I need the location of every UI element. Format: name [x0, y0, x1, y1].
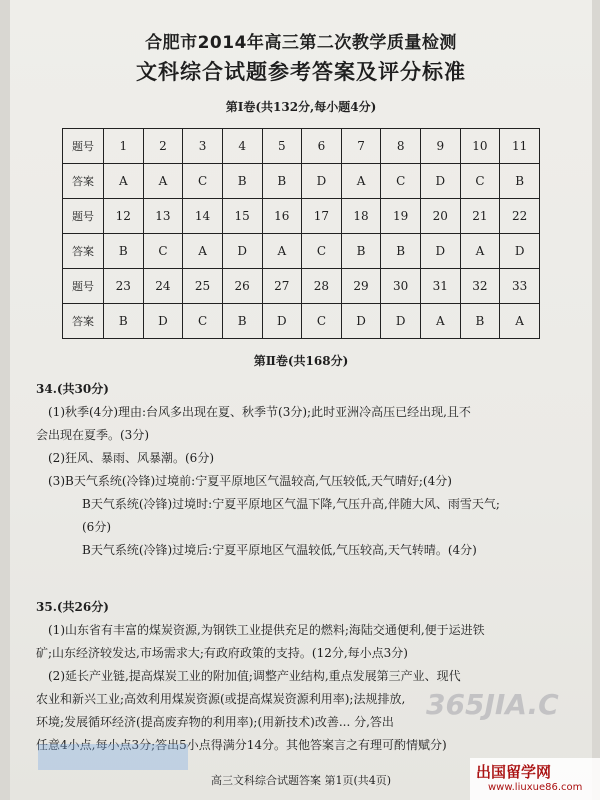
q34-line: 会出现在夏季。(3分) — [36, 428, 149, 442]
row-label: 答案 — [63, 234, 104, 269]
table-cell: 9 — [421, 129, 461, 164]
table-cell: C — [183, 164, 223, 199]
q35-line: (2)延长产业链,提高煤炭工业的附加值;调整产业结构,重点发展第三产业、现代 — [48, 669, 461, 683]
table-cell: A — [262, 234, 302, 269]
table-cell: D — [421, 234, 461, 269]
table-cell: 13 — [143, 199, 183, 234]
table-cell: 10 — [460, 129, 500, 164]
row-label: 题号 — [63, 129, 104, 164]
question-35 — [36, 596, 576, 757]
table-cell: 27 — [262, 269, 302, 304]
q35-line: 矿;山东经济较发达,市场需求大;有政府政策的支持。(12分,每小点3分) — [36, 646, 408, 660]
table-row — [63, 269, 540, 304]
table-cell: D — [143, 304, 183, 339]
q34-line: B天气系统(冷锋)过境后:宁夏平原地区气温较低,气压较高,天气转晴。(4分) — [82, 543, 477, 557]
table-cell: 16 — [262, 199, 302, 234]
table-cell: 19 — [381, 199, 421, 234]
table-row — [63, 199, 540, 234]
q35-line: (1)山东省有丰富的煤炭资源,为钢铁工业提供充足的燃料;海陆交通便利,便于运进铁 — [48, 623, 485, 637]
table-cell: C — [143, 234, 183, 269]
table-cell: 22 — [500, 199, 540, 234]
table-cell: 23 — [104, 269, 144, 304]
table-cell: D — [421, 164, 461, 199]
table-cell: 11 — [500, 129, 540, 164]
table-cell: D — [262, 304, 302, 339]
exam-subtitle: 文科综合试题参考答案及评分标准 — [136, 60, 466, 84]
q35-line: 任意4小点,每小点3分;答出5小点得满分14分。其他答案言之有理可酌情赋分) — [36, 738, 447, 752]
table-cell: 14 — [183, 199, 223, 234]
table-row — [63, 129, 540, 164]
table-cell: 6 — [302, 129, 342, 164]
table-cell: B — [500, 164, 540, 199]
table-cell: 33 — [500, 269, 540, 304]
table-cell: D — [381, 304, 421, 339]
answer-table — [62, 128, 540, 339]
table-cell: 29 — [341, 269, 381, 304]
table-cell: D — [302, 164, 342, 199]
table-cell: B — [222, 164, 262, 199]
table-cell: A — [143, 164, 183, 199]
table-cell: 7 — [341, 129, 381, 164]
table-cell: 15 — [222, 199, 262, 234]
row-label: 答案 — [63, 304, 104, 339]
q34-line: (1)秋季(4分)理由:台风多出现在夏、秋季节(3分);此时亚洲冷高压已经出现,且不 — [48, 405, 471, 419]
table-cell: 32 — [460, 269, 500, 304]
q34-line: B天气系统(冷锋)过境时:宁夏平原地区气温下降,气压升高,伴随大风、雨雪天气; — [82, 497, 500, 511]
q35-heading: 35.(共26分) — [36, 600, 109, 614]
question-34 — [36, 378, 576, 562]
table-cell: A — [460, 234, 500, 269]
table-cell: 21 — [460, 199, 500, 234]
table-cell: 25 — [183, 269, 223, 304]
table-cell: 3 — [183, 129, 223, 164]
table-cell: 31 — [421, 269, 461, 304]
exam-title: 合肥市2014年高三第二次教学质量检测 — [145, 33, 457, 53]
q34-line: (6分) — [82, 520, 111, 534]
part1-title: 第Ⅰ卷(共132分,每小题4分) — [225, 100, 377, 114]
table-cell: B — [381, 234, 421, 269]
table-row — [63, 234, 540, 269]
row-label: 题号 — [63, 269, 104, 304]
table-row — [63, 164, 540, 199]
table-cell: A — [104, 164, 144, 199]
table-cell: B — [104, 304, 144, 339]
q34-heading: 34.(共30分) — [36, 382, 109, 396]
site-logo[interactable] — [470, 758, 600, 800]
table-cell: 30 — [381, 269, 421, 304]
table-row — [63, 304, 540, 339]
page-footer: 高三文科综合试题答案 第1页(共4页) — [210, 774, 392, 787]
table-cell: C — [183, 304, 223, 339]
table-cell: 17 — [302, 199, 342, 234]
table-cell: 1 — [104, 129, 144, 164]
table-cell: 28 — [302, 269, 342, 304]
table-cell: B — [262, 164, 302, 199]
q35-line: 环境;发展循环经济(提高废弃物的利用率);(用新技术)改善... 分,答出 — [36, 715, 394, 729]
row-label: 答案 — [63, 164, 104, 199]
table-cell: C — [381, 164, 421, 199]
site-logo-name: 出国留学网 — [476, 763, 552, 781]
watermark-text: 365JIA.C — [426, 688, 559, 721]
table-cell: C — [302, 234, 342, 269]
table-cell: D — [500, 234, 540, 269]
table-cell: A — [500, 304, 540, 339]
q35-line: 农业和新兴工业;高效利用煤炭资源(或提高煤炭资源利用率);法规排放, — [36, 692, 406, 706]
site-logo-url: www.liuxue86.com — [488, 782, 583, 793]
table-cell: A — [341, 164, 381, 199]
table-cell: 26 — [222, 269, 262, 304]
table-cell: 2 — [143, 129, 183, 164]
highlight-mark — [38, 744, 188, 770]
table-cell: 8 — [381, 129, 421, 164]
table-cell: D — [341, 304, 381, 339]
q34-line: (3)B天气系统(冷锋)过境前:宁夏平原地区气温较高,气压较低,天气晴好;(4分) — [48, 474, 452, 488]
part2-title: 第Ⅱ卷(共168分) — [253, 354, 349, 368]
answer-sheet-page — [10, 0, 592, 800]
table-cell: D — [222, 234, 262, 269]
table-cell: 24 — [143, 269, 183, 304]
table-cell: A — [183, 234, 223, 269]
table-cell: B — [104, 234, 144, 269]
table-cell: 20 — [421, 199, 461, 234]
q34-line: (2)狂风、暴雨、风暴潮。(6分) — [48, 451, 214, 465]
table-cell: B — [222, 304, 262, 339]
row-label: 题号 — [63, 199, 104, 234]
table-cell: 18 — [341, 199, 381, 234]
table-cell: 12 — [104, 199, 144, 234]
table-cell: A — [421, 304, 461, 339]
table-cell: C — [302, 304, 342, 339]
table-cell: 4 — [222, 129, 262, 164]
table-cell: B — [341, 234, 381, 269]
table-cell: B — [460, 304, 500, 339]
table-cell: 5 — [262, 129, 302, 164]
table-cell: C — [460, 164, 500, 199]
